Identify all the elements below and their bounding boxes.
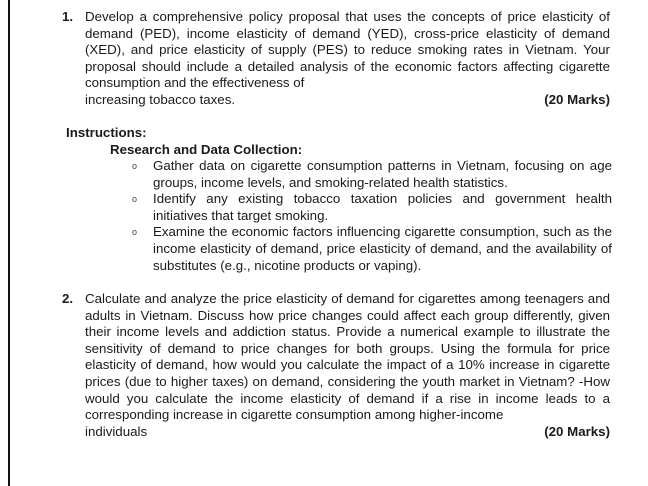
question-number: 1. xyxy=(62,9,74,24)
bullet-text: Examine the economic factors influencing cigarette consumption, such as the income elasticity of demand, price elasticity of demand, and the availability of substitutes (e.g., nicotine products or vaping). xyxy=(153,224,612,273)
bullet-circle-icon: o xyxy=(132,161,138,171)
list-item xyxy=(132,158,612,191)
bullet-circle-icon: o xyxy=(132,227,138,238)
question-text-last-line xyxy=(85,424,610,441)
question-text: Develop a comprehensive policy proposal that uses the concepts of price elasticity of demand (PED), income elasticity of demand (YED), cross-price elasticity of demand (XED), and price elasticity of supply (PES) to reduce smoking rates in Vietnam. Your proposal should include a detailed analysis of the economic factors affecting cigarette consumption and the effectiveness of xyxy=(85,9,610,91)
list-item xyxy=(132,191,612,224)
bullet-text: Identify any existing tobacco taxation policies and government health initiatives that target smoking. xyxy=(153,191,612,223)
question-text: Calculate and analyze the price elasticity of demand for cigarettes among teenagers and adults in Vietnam. Discuss how price changes could affect each group differently, given their income levels and addiction status. Provide a numerical example to illustrate the sensitivity of demand to price changes for both groups. Using the formula for price elasticity of demand, how would you calculate the impact of a 10% increase in cigarette prices (due to higher taxes) on demand, considering the youth market in Vietnam? -How would you calculate the income elasticity of demand if a rise in income leads to a corresponding increase in cigarette consumption among higher-income xyxy=(85,291,610,423)
bullet-circle-icon: o xyxy=(132,194,138,205)
page-margin-rule xyxy=(8,0,10,486)
instructions-heading: Instructions: xyxy=(66,125,147,140)
question-2 xyxy=(62,291,610,440)
question-1 xyxy=(62,9,610,109)
question-number: 2. xyxy=(62,291,74,306)
list-item xyxy=(132,224,612,274)
question-text-last-line xyxy=(85,92,610,109)
question-last-line: increasing tobacco taxes. xyxy=(85,91,236,107)
bullet-text: Gather data on cigarette consumption patterns in Vietnam, focusing on age groups, income levels, and smoking-related health statistics. xyxy=(153,158,612,190)
marks-label: (20 Marks) xyxy=(544,423,610,439)
question-last-line: individuals xyxy=(85,423,148,439)
research-subheading: Research and Data Collection: xyxy=(110,142,303,157)
instruction-bullet-list xyxy=(132,158,612,274)
marks-label: (20 Marks) xyxy=(544,91,610,107)
